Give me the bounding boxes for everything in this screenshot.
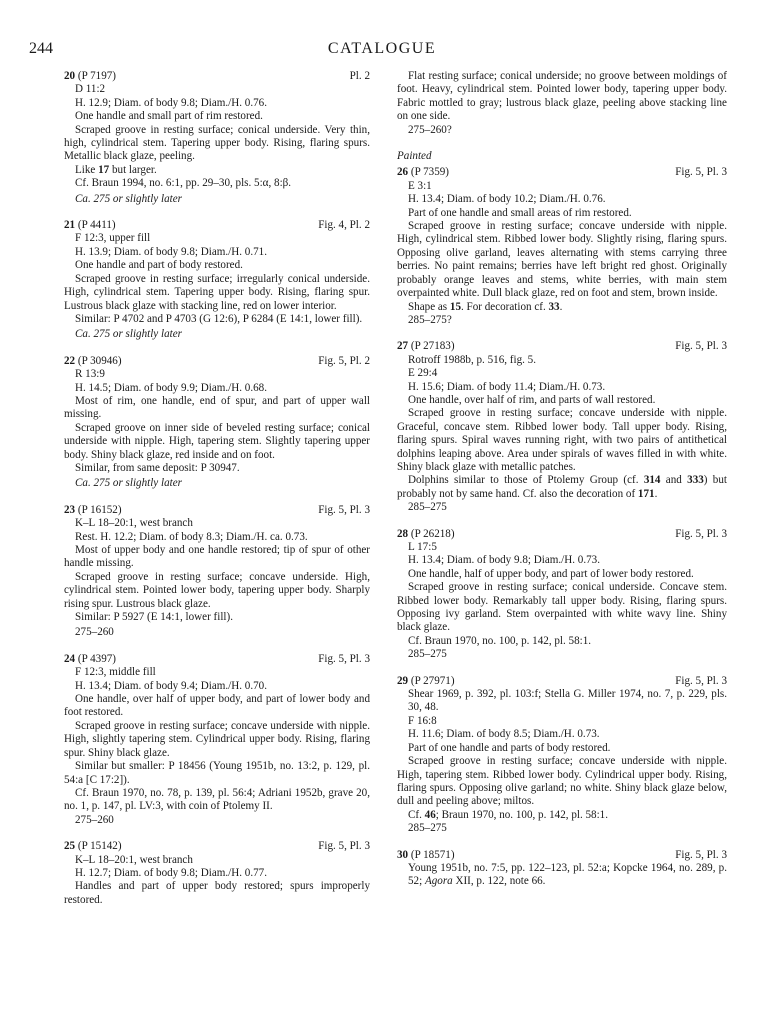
bibliography-text: XII, p. 122, note 66. — [452, 875, 546, 888]
note-number: 314 — [643, 474, 661, 487]
similar-pieces: Similar, from same deposit: P 30947. — [75, 461, 240, 474]
entry-heading — [397, 675, 727, 688]
figure-reference: Fig. 5, Pl. 3 — [318, 503, 370, 516]
deposit: K–L 18–20:1, west branch — [75, 853, 193, 866]
inventory-number: (P 4411) — [77, 219, 116, 232]
section-heading-painted: Painted — [397, 150, 432, 163]
description: Scraped groove in resting surface; conical underside. Concave stem. Ribbed lower body. Remarkably tall upper body. Rising, flaring spurs. Opposing ivy garland. Stem overpainted with white wavy line. Shiny black glaze. — [397, 581, 727, 634]
entry-number: 21 — [64, 219, 76, 232]
note-text: . — [654, 487, 658, 500]
dimensions: H. 13.4; Diam. of body 9.4; Diam./H. 0.70. — [75, 679, 267, 692]
deposit: L 17:5 — [408, 541, 437, 553]
dimensions: Rest. H. 12.2; Diam. of body 8.3; Diam./H. ca. 0.73. — [75, 530, 308, 543]
entry-heading — [397, 340, 727, 353]
figure-reference: Fig. 5, Pl. 3 — [675, 340, 727, 353]
entry-heading — [64, 504, 370, 517]
bibliography: Cf. Braun 1970, no. 100, p. 142, pl. 58:1. — [408, 634, 592, 647]
catalogue-entry-23 — [64, 504, 370, 640]
description: Scraped groove in resting surface; concave underside with nipple. High, cylindrical stem. Ribbed lower body. Slightly rising, flaring spurs. Opposing olive garland, leaves alternating with stems carrying three berries. No paint remains; berries have left bright red ghost. Originally probably orange leaves and stems, white berries, with main stem overpainted white. Dull black glaze, red on foot and stem, brown inside. — [397, 220, 727, 300]
entry-heading — [64, 653, 370, 666]
dimensions: H. 13.4; Diam. of body 9.8; Diam./H. 0.73. — [408, 554, 600, 567]
catalogue-entry-21 — [64, 219, 370, 342]
catalogue-entry-26 — [397, 166, 727, 327]
date: 285–275 — [408, 501, 447, 514]
entry-number: 28 — [397, 527, 409, 540]
inventory-number: (P 27971) — [410, 674, 455, 687]
comparison-post: but larger. — [109, 163, 157, 176]
figure-reference: Fig. 5, Pl. 3 — [675, 848, 727, 861]
figure-reference: Pl. 2 — [349, 70, 370, 82]
entry-number: 22 — [64, 354, 76, 367]
entry-heading — [397, 849, 727, 862]
similar-pieces: Similar but smaller: P 18456 (Young 1951b, no. 13:2, p. 129, pl. 54:a [C 17:2]). — [64, 760, 370, 786]
similar-pieces: Similar: P 5927 (E 14:1, lower fill). — [75, 611, 233, 624]
comparison — [397, 301, 727, 314]
condition: Part of one handle and parts of body restored. — [408, 741, 611, 754]
inventory-number: (P 7197) — [77, 70, 116, 82]
condition: One handle and small part of rim restored. — [75, 110, 263, 123]
entry-number: 27 — [397, 340, 409, 353]
description: Scraped groove in resting surface; concave underside with nipple. Graceful, concave stem. Ribbed lower body. Tall upper body. Rising, flaring spurs. Spiral waves running right, with two pairs of antithetical dolphins leaping above. Area under spirals of waves filled in with white. Shiny black glaze with metallic patches. — [397, 407, 727, 473]
catalogue-entry-25 — [64, 840, 370, 907]
entry-heading — [397, 528, 727, 541]
condition: Most of rim, one handle, end of spur, and part of upper wall missing. — [64, 394, 370, 421]
date: Ca. 275 or slightly later — [75, 477, 182, 490]
comparison — [397, 809, 727, 822]
entry-heading — [397, 166, 727, 179]
comparison-post: . — [559, 300, 563, 313]
description: Scraped groove in resting surface; concave underside with nipple. High, slightly tapering stem. Cylindrical upper body. Rising, flaring spur. Shiny black glaze. — [64, 719, 370, 759]
dimensions: H. 12.9; Diam. of body 9.8; Diam./H. 0.76. — [75, 96, 267, 109]
deposit: D 11:2 — [75, 83, 106, 96]
date: 285–275 — [408, 648, 447, 661]
figure-reference: Fig. 5, Pl. 2 — [318, 354, 370, 367]
entry-heading — [64, 70, 370, 83]
bibliography-series: Agora — [424, 875, 453, 888]
description: Scraped groove in resting surface; conical underside. Very thin, high, cylindrical stem. Tapering upper body. Rising, flaring spurs. Metallic black glaze, peeling. — [64, 123, 370, 163]
entry-number: 26 — [397, 166, 409, 179]
catalogue-entry-29 — [397, 675, 727, 836]
dimensions: H. 15.6; Diam. of body 11.4; Diam./H. 0.73. — [408, 380, 606, 393]
page-number: 244 — [29, 40, 53, 57]
note-text: ) but probably not by same hand. Cf. also the decoration of — [397, 474, 727, 500]
entry-number: 24 — [64, 652, 76, 665]
condition: One handle, over half of rim, and parts of wall restored. — [408, 393, 656, 406]
entry-heading — [64, 840, 370, 853]
inventory-number: (P 18571) — [410, 848, 455, 861]
deposit: K–L 18–20:1, west branch — [75, 517, 193, 530]
condition: Most of upper body and one handle restored; tip of spur of other handle missing. — [64, 544, 370, 570]
bibliography-text: Young 1951b, no. 7:5, pp. 122–123, pl. 52:a; Kopcke 1964, no. 289, p. 52; — [408, 861, 727, 888]
catalogue-entry-27 — [397, 340, 727, 514]
comparison-number: 15 — [449, 300, 461, 313]
description: Scraped groove in resting surface; concave underside. High, cylindrical stem. Pointed lower body, tapering upper body. Sharply rising spur. Lustrous black glaze. — [64, 570, 370, 610]
figure-reference: Fig. 4, Pl. 2 — [318, 219, 370, 232]
comparison-number: 17 — [98, 163, 110, 176]
dimensions: H. 11.6; Diam. of body 8.5; Diam./H. 0.73. — [408, 728, 600, 741]
bibliography: Rotroff 1988b, p. 516, fig. 5. — [408, 353, 536, 366]
stylistic-note — [397, 474, 727, 501]
bibliography — [397, 862, 727, 889]
running-head: CATALOGUE — [327, 40, 437, 57]
dimensions: H. 14.5; Diam. of body 9.9; Diam./H. 0.68. — [75, 381, 267, 394]
description: Scraped groove in resting surface; concave underside with nipple. High, tapering stem. Ribbed lower body. Cylindrical upper body. Rising, flaring spurs. Opposing olive garland; no white. Shiny black glaze below, dull and peeling above; miltos. — [397, 755, 727, 808]
condition: Part of one handle and small areas of rim restored. — [408, 206, 632, 219]
description: Scraped groove on inner side of beveled resting surface; conical underside with nipple. High, tapering stem. Slightly tapering upper body. Shiny black glaze, red inside and on foot. — [64, 421, 370, 461]
dimensions: H. 13.9; Diam. of body 9.8; Diam./H. 0.71. — [75, 245, 267, 258]
figure-reference: Fig. 5, Pl. 3 — [675, 674, 727, 687]
date: 285–275? — [408, 313, 452, 326]
comparison-pre: Cf. — [408, 808, 425, 821]
catalogue-entry-22 — [64, 355, 370, 491]
inventory-number: (P 30946) — [77, 354, 122, 367]
figure-reference: Fig. 5, Pl. 3 — [318, 840, 370, 853]
date: 275–260 — [75, 626, 114, 639]
dimensions: H. 13.4; Diam. of body 10.2; Diam./H. 0.76. — [408, 193, 606, 206]
comparison-pre: Like — [75, 163, 99, 176]
condition: Handles and part of upper body restored; spurs improperly restored. — [64, 880, 370, 906]
condition: One handle, half of upper body, and part of lower body restored. — [408, 567, 694, 580]
catalogue-entry-20 — [64, 70, 370, 206]
condition: One handle and part of body restored. — [75, 259, 243, 272]
catalogue-entry-24 — [64, 653, 370, 827]
figure-reference: Fig. 5, Pl. 3 — [675, 166, 727, 179]
comparison-post: ; Braun 1970, no. 100, p. 142, pl. 58:1. — [435, 808, 608, 821]
left-column — [64, 70, 370, 920]
entry-number: 29 — [397, 674, 409, 687]
inventory-number: (P 26218) — [410, 527, 455, 540]
inventory-number: (P 27183) — [410, 340, 455, 353]
date: Ca. 275 or slightly later — [75, 328, 182, 341]
note-number: 333 — [687, 474, 704, 487]
bibliography: Cf. Braun 1994, no. 6:1, pp. 29–30, pls. 5:α, 8:β. — [75, 177, 292, 190]
catalogue-entry-28 — [397, 528, 727, 662]
similar-pieces: Similar: P 4702 and P 4703 (G 12:6), P 6284 (E 14:1, lower fill). — [75, 312, 363, 325]
comparison-pre: Shape as — [408, 300, 450, 313]
description: Flat resting surface; conical underside; no groove between moldings of foot. Heavy, cylindrical stem. Pointed lower body, tapering upper body. Fabric mottled to gray; lustrous black glaze, peeling above stacking line on one side. — [397, 70, 727, 123]
entry-number: 20 — [64, 70, 76, 82]
entry-number: 25 — [64, 840, 76, 853]
deposit: F 16:8 — [408, 714, 437, 727]
note-text: and — [660, 474, 688, 487]
deposit: F 12:3, upper fill — [75, 232, 151, 245]
deposit: R 13:9 — [75, 368, 105, 381]
date: 275–260? — [408, 123, 452, 136]
deposit: E 3:1 — [408, 179, 432, 192]
entry-number: 30 — [397, 848, 409, 861]
bibliography: Cf. Braun 1970, no. 78, p. 139, pl. 56:4; Adriani 1952b, grave 20, no. 1, p. 147, pl. LV:3, with coin of Ptolemy II. — [64, 786, 370, 813]
inventory-number: (P 4397) — [77, 652, 116, 665]
note-text: Dolphins similar to those of Ptolemy Group (cf. — [408, 474, 644, 487]
deposit: E 29:4 — [408, 367, 438, 380]
date: 285–275 — [408, 822, 447, 835]
comparison — [64, 164, 370, 177]
note-number: 171 — [637, 487, 655, 500]
catalogue-entry-30 — [397, 849, 727, 889]
deposit: F 12:3, middle fill — [75, 666, 156, 679]
comparison-number: 46 — [424, 808, 436, 821]
comparison-number-2: 33 — [548, 300, 560, 313]
figure-reference: Fig. 5, Pl. 3 — [318, 652, 370, 665]
comparison-mid: . For decoration cf. — [461, 300, 549, 313]
description: Scraped groove in resting surface; irregularly conical underside. High, cylindrical stem. Tapering upper body. Rising, flaring spur. Lustrous black glaze with stacking line, red on lower interior. — [64, 272, 370, 312]
dimensions: H. 12.7; Diam. of body 9.8; Diam./H. 0.77. — [75, 866, 267, 879]
inventory-number: (P 16152) — [77, 503, 122, 516]
entry-heading — [64, 219, 370, 232]
catalogue-entry-25-continued — [397, 70, 727, 137]
condition: One handle, over half of upper body, and part of lower body and foot restored. — [64, 693, 370, 719]
entry-heading — [64, 355, 370, 368]
inventory-number: (P 7359) — [410, 166, 449, 179]
bibliography: Shear 1969, p. 392, pl. 103:f; Stella G. Miller 1974, no. 7, p. 229, pls. 30, 48. — [408, 688, 727, 714]
inventory-number: (P 15142) — [77, 840, 122, 853]
figure-reference: Fig. 5, Pl. 3 — [675, 527, 727, 540]
entry-number: 23 — [64, 503, 76, 516]
date: 275–260 — [75, 813, 114, 826]
right-column — [397, 70, 727, 902]
date: Ca. 275 or slightly later — [75, 192, 182, 205]
